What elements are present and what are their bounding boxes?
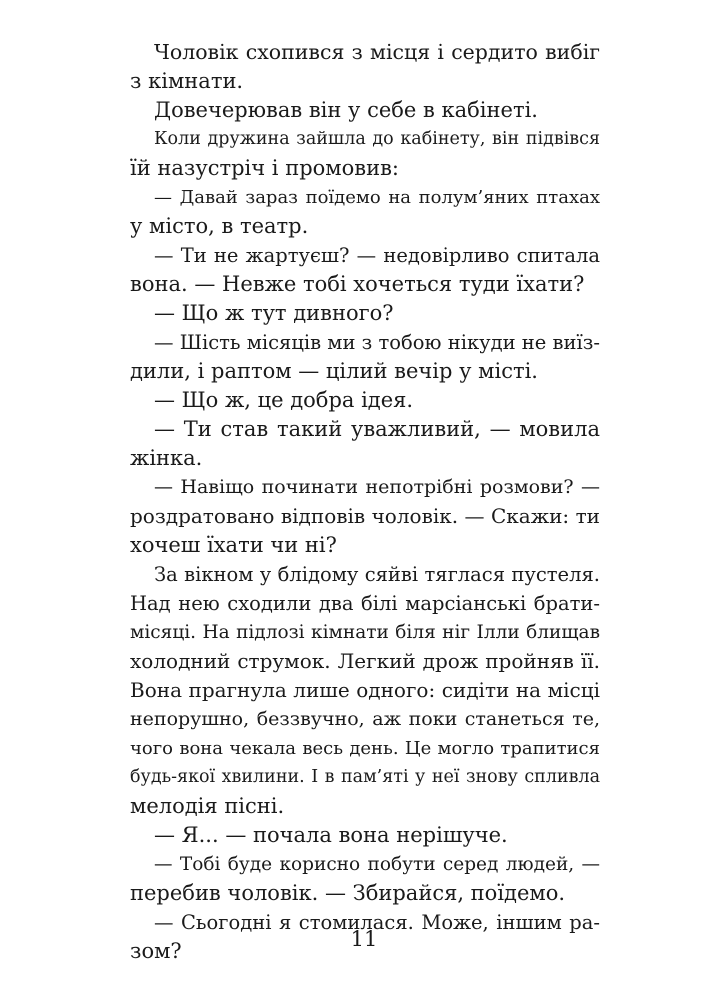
- text-line: — Що ж, це добра ідея.: [154, 388, 414, 412]
- text-line: хочеш їхати чи ні?: [130, 533, 337, 557]
- text-line: Довечерював він у себе в кабінеті.: [154, 98, 538, 122]
- text-line: вона. — Невже тобі хочеться туди їхати?: [130, 272, 585, 296]
- text-line: роздратовано відповів чоловік. — Скажи: ти: [130, 504, 600, 528]
- text-line: Над нею сходили два білі марсіанські брати-: [130, 592, 600, 615]
- text-line: Вона прагнула лише одного: сидіти на місці: [130, 678, 600, 702]
- text-line: — Ти не жартуєш? — недовірливо спитала: [154, 244, 600, 267]
- text-line: Чоловік схопився з місця і сердито вибіг: [154, 40, 600, 64]
- body-text: [130, 38, 600, 966]
- text-line: За вікном у блідому сяйві тяглася пустеля.: [154, 563, 600, 586]
- text-line: будь-якої хвилини. І в пам’яті у неї знову спливла: [130, 767, 600, 787]
- text-line: Коли дружина зайшла до кабінету, він підвівся: [154, 129, 600, 149]
- text-line: — Сьогодні я стомилася. Може, іншим ра-: [154, 911, 600, 934]
- text-line: холодний струмок. Легкий дрож пройняв її.: [130, 649, 600, 673]
- text-line: — Шість місяців ми з тобою нікуди не виїз-: [154, 331, 600, 354]
- text-line: — Давай зараз поїдемо на полум’яних птахах: [154, 187, 600, 208]
- text-line: жінка.: [130, 446, 203, 470]
- text-line: — Тобі буде корисно побути серед людей, —: [154, 854, 600, 875]
- text-line: з кімнати.: [130, 69, 244, 93]
- page-number: 11: [350, 927, 378, 951]
- text-line: у місто, в театр.: [130, 214, 309, 238]
- text-line: непорушно, беззвучно, аж поки станеться те,: [130, 708, 600, 730]
- text-line: — Ти став такий уважливий, — мовила: [154, 417, 600, 441]
- text-line: — Навіщо починати непотрібні розмови? —: [154, 476, 600, 498]
- text-line: місяці. На підлозі кімнати біля ніг Ілли блищав: [130, 622, 600, 643]
- text-line: мелодія пісні.: [130, 794, 285, 818]
- text-line: чого вона чекала весь день. Це могло трапитися: [130, 738, 600, 759]
- text-line: зом?: [130, 939, 182, 963]
- text-line: — Я... — почала вона нерішуче.: [154, 823, 508, 847]
- text-line: перебив чоловік. — Збирайся, поїдемо.: [130, 881, 566, 905]
- text-line: їй назустріч і промовив:: [130, 156, 399, 180]
- text-line: дили, і раптом — цілий вечір у місті.: [130, 359, 538, 383]
- text-line: — Що ж тут дивного?: [154, 301, 394, 325]
